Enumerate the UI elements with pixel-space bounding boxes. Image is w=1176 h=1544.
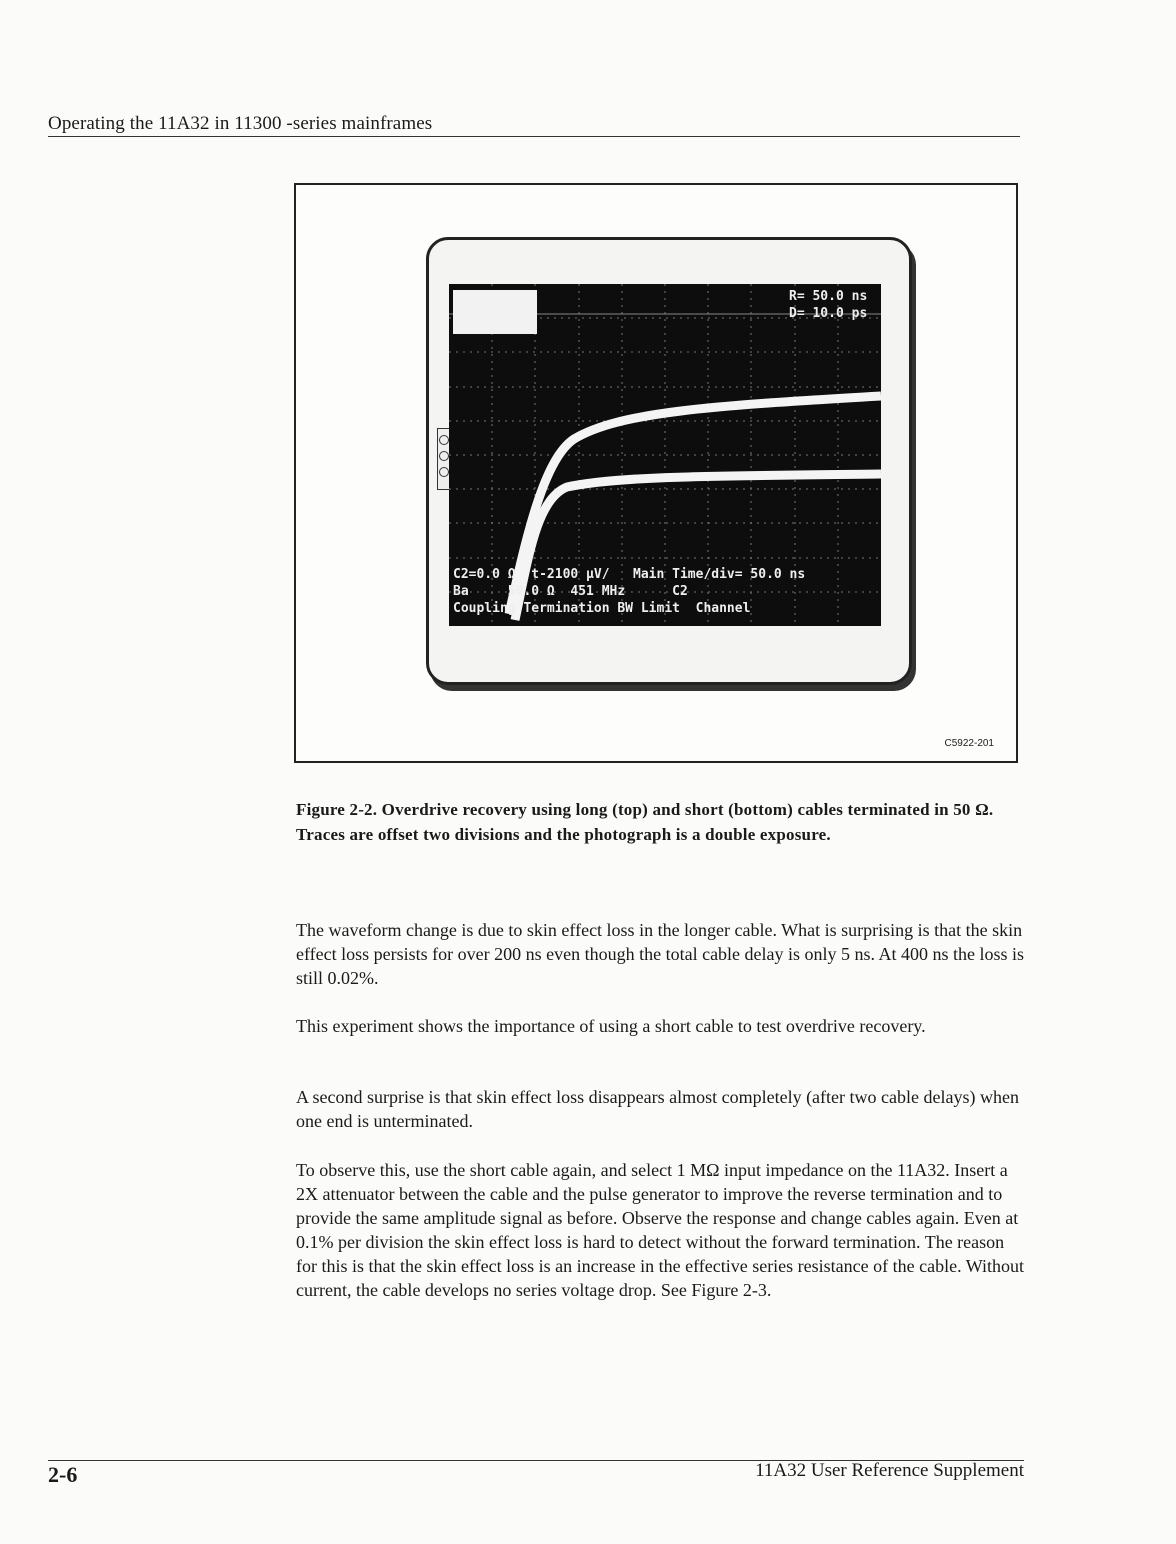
paragraph: The waveform change is due to skin effect loss in the longer cable. What is surprising is that the skin effect loss persists for over 200 ns even though the total cable delay is only 5 ns. At 400 ns the loss is still 0.02%. [296,920,1025,988]
readout-line-1: C2=0.0 Ω t-2100 µV/ Main Time/div= 50.0 ns [453,567,806,582]
paragraph: A second surprise is that skin effect loss disappears almost completely (after two cable delays) when one end is unterminated. [296,1087,1019,1131]
readout-line-3: Coupling Termination BW Limit Channel [453,601,751,616]
readout-r: R= 50.0 ns [789,289,868,304]
readout-d: D= 10.0 ps [789,306,868,321]
scope-screen [449,284,881,626]
page-number: 2-6 [48,1462,78,1487]
knob-icon [439,435,449,445]
running-header: Operating the 11A32 in 11300 -series mainframes [48,113,433,134]
paragraph: To observe this, use the short cable again, and select 1 MΩ input impedance on the 11A32. Insert a 2X attenuator between the cable and the pulse generator to improve the reverse termination and to provide the same amplitude signal as before. Observe the response and change cables again. Even at 0.1% per division the skin effect loss is hard to detect without the forward termination. The reason for this is that the skin effect loss is an increase in the effective series resistance of the cable. Without current, the cable develops no series voltage drop. See Figure 2-3. [296,1160,1025,1300]
blank-patch [453,290,537,334]
document-title: 11A32 User Reference Supplement [755,1460,1024,1481]
readout-line-2: Ba 50.0 Ω 451 MHz C2 [453,584,688,599]
figure-caption: Figure 2-2. Overdrive recovery using long (top) and short (bottom) cables terminated in 50 Ω. Traces are offset two divisions and the photograph is a double exposure. [296,800,994,844]
knob-icon [439,467,449,477]
header-rule [48,136,1020,137]
oscilloscope-photo [426,237,912,685]
figure-frame [294,183,1018,763]
paragraph: This experiment shows the importance of using a short cable to test overdrive recovery. [296,1016,926,1036]
knob-icon [439,451,449,461]
figure-id: C5922-201 [944,738,994,749]
